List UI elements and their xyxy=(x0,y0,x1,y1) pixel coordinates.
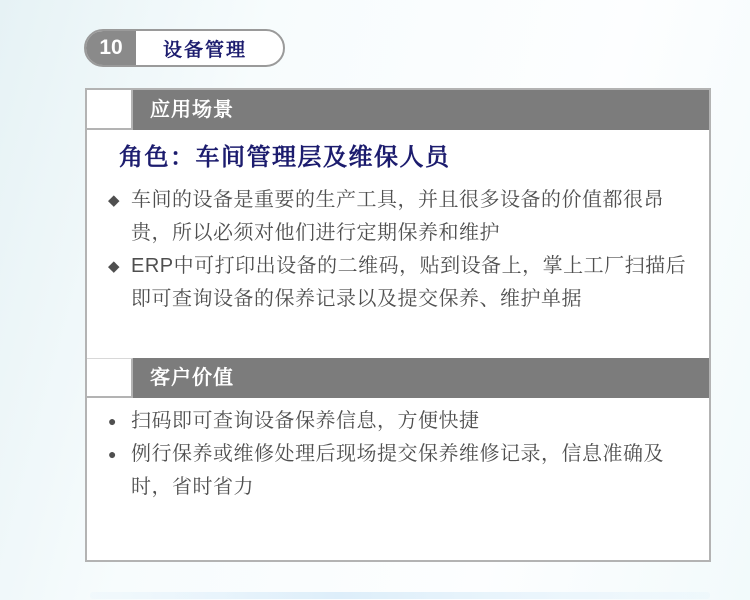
list-item-text: ERP中可打印出设备的二维码，贴到设备上，掌上工厂扫描后即可查询设备的保养记录以及提交保养、维护单据 xyxy=(131,255,687,310)
list-item xyxy=(87,438,703,504)
footer-accent-bar xyxy=(90,592,710,599)
chapter-number: 10 xyxy=(86,31,139,65)
section-header-application xyxy=(87,90,709,130)
chapter-title: 设备管理 xyxy=(163,39,248,61)
list-item xyxy=(87,184,703,250)
diamond-bullet-icon: ◆ xyxy=(108,258,121,275)
header-corner-square xyxy=(87,90,133,130)
role-heading: 角色：车间管理层及维保人员 xyxy=(119,144,451,171)
circle-bullet-icon: ● xyxy=(108,446,117,462)
value-bullet-list xyxy=(87,405,703,504)
section-title-value: 客户价值 xyxy=(133,358,709,398)
list-item xyxy=(87,405,703,438)
application-bullet-list xyxy=(87,184,703,316)
list-item xyxy=(87,250,703,316)
section-header-value xyxy=(87,358,709,398)
diamond-bullet-icon: ◆ xyxy=(108,192,121,209)
circle-bullet-icon: ● xyxy=(108,413,117,429)
list-item-text: 车间的设备是重要的生产工具，并且很多设备的价值都很昂贵，所以必须对他们进行定期保养和维护 xyxy=(131,189,664,244)
list-item-text: 例行保养或维修处理后现场提交保养维修记录，信息准确及时，省时省力 xyxy=(131,443,664,498)
section-title-application: 应用场景 xyxy=(133,90,709,130)
content-panel xyxy=(85,88,711,562)
header-corner-square xyxy=(87,358,133,398)
list-item-text: 扫码即可查询设备保养信息，方便快捷 xyxy=(131,410,480,432)
chapter-badge xyxy=(84,29,285,67)
